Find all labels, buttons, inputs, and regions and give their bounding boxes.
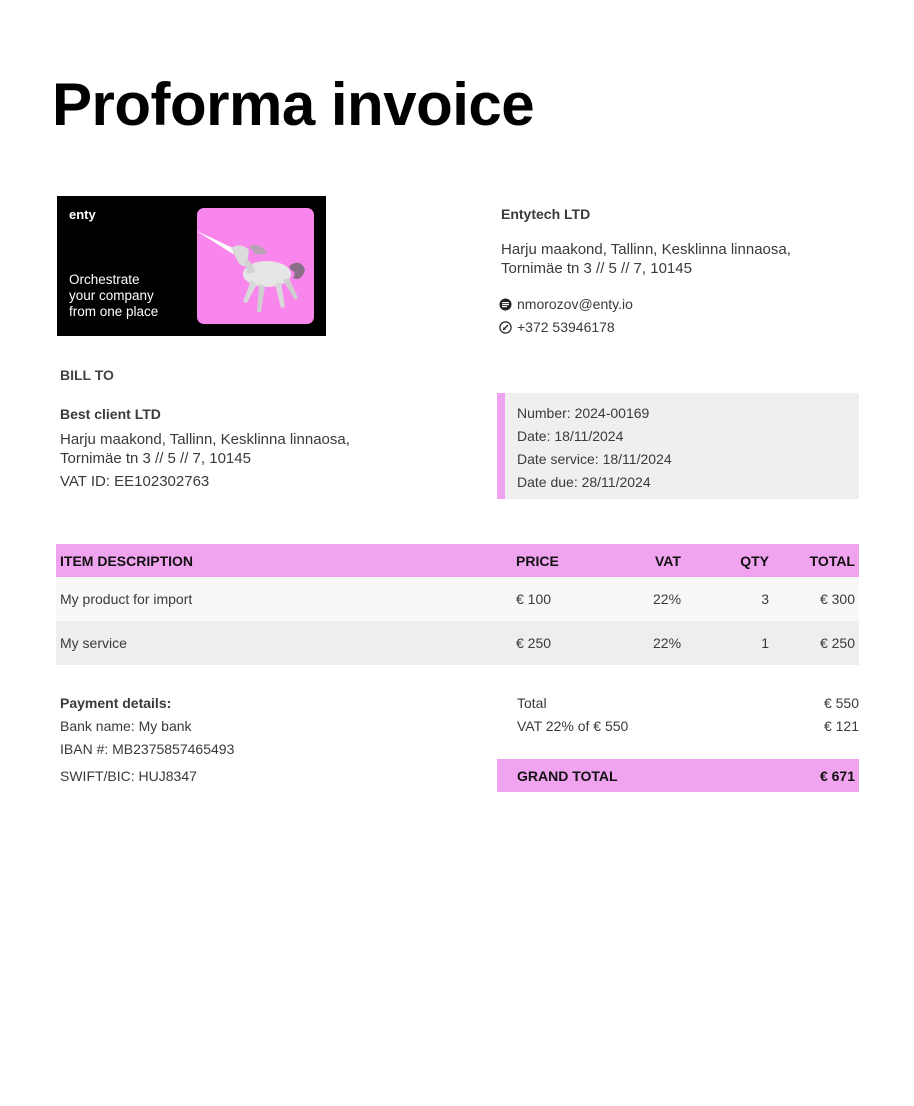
bill-to-heading: BILL TO [60, 367, 114, 383]
item-description: My service [60, 635, 127, 651]
item-total: € 250 [819, 635, 855, 651]
company-phone-text[interactable]: +372 53946178 [517, 319, 615, 335]
client-address [60, 430, 350, 468]
client-vat-id: VAT ID: EE102302763 [60, 473, 210, 490]
company-email-text[interactable]: nmorozov@enty.io [517, 296, 633, 312]
payment-swift: SWIFT/BIC: HUJ8347 [60, 768, 197, 784]
invoice-due-date: Date due: 28/11/2024 [517, 474, 651, 490]
logo-tagline-line: from one place [69, 304, 159, 319]
item-vat: 22% [653, 635, 682, 651]
invoice-meta-box [497, 393, 859, 499]
logo-tagline [69, 272, 199, 320]
items-table [56, 544, 859, 665]
summary-total-value: € 550 [823, 695, 859, 711]
item-vat: 22% [653, 591, 682, 607]
company-name: Entytech LTD [501, 206, 591, 222]
payment-details-heading: Payment details: [60, 695, 172, 711]
summary-total-label: Total [517, 695, 547, 711]
grand-total-box [497, 759, 859, 792]
column-header-total: TOTAL [809, 552, 855, 569]
item-total: € 300 [819, 591, 855, 607]
client-name: Best client LTD [60, 406, 161, 422]
client-address-line: Harju maakond, Tallinn, Kesklinna linnaosa, [60, 431, 350, 448]
logo-wordmark: enty [69, 207, 96, 222]
grand-total-label: GRAND TOTAL [517, 768, 618, 784]
summary-vat-label: VAT 22% of € 550 [517, 718, 629, 734]
phone-icon [499, 321, 512, 334]
invoice-service-date: Date service: 18/11/2024 [517, 451, 672, 467]
column-header-qty: QTY [740, 552, 769, 569]
column-header-price: PRICE [516, 552, 559, 569]
company-address-line: Tornimäe tn 3 // 5 // 7, 10145 [501, 260, 692, 277]
unicorn-icon [197, 208, 314, 324]
invoice-number: Number: 2024-00169 [517, 405, 650, 421]
company-address [501, 240, 791, 278]
invoice-date: Date: 18/11/2024 [517, 428, 624, 444]
table-header-row [56, 544, 859, 577]
logo-tagline-line: your company [69, 288, 154, 303]
summary-vat-value: € 121 [823, 718, 859, 734]
logo-tagline-line: Orchestrate [69, 272, 140, 287]
table-row [56, 621, 859, 665]
item-description: My product for import [60, 591, 193, 607]
company-email [499, 296, 633, 312]
page-title: Proforma invoice [52, 71, 535, 138]
company-address-line: Harju maakond, Tallinn, Kesklinna linnaosa, [501, 241, 791, 258]
column-header-description: ITEM DESCRIPTION [60, 552, 194, 569]
item-qty: 3 [761, 591, 769, 607]
mail-icon [499, 298, 512, 311]
item-qty: 1 [761, 635, 769, 651]
column-header-vat: VAT [655, 552, 681, 569]
payment-iban: IBAN #: MB2375857465493 [60, 741, 235, 757]
table-row [56, 577, 859, 621]
grand-total-value: € 671 [819, 768, 855, 784]
company-phone [499, 319, 615, 335]
item-price: € 100 [516, 591, 552, 607]
item-price: € 250 [516, 635, 552, 651]
company-logo-banner [57, 196, 326, 336]
client-address-line: Tornimäe tn 3 // 5 // 7, 10145 [60, 450, 251, 467]
payment-bank-name: Bank name: My bank [60, 718, 192, 734]
